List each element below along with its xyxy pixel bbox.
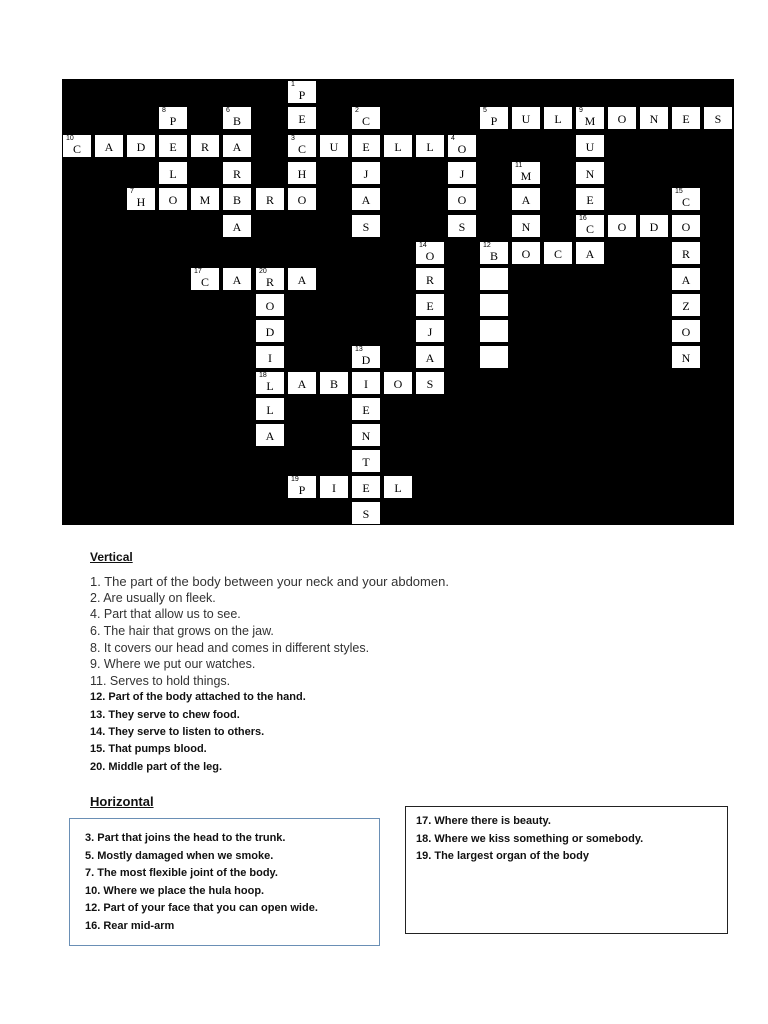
grid-cell[interactable] — [158, 161, 188, 185]
grid-cell[interactable] — [511, 106, 541, 130]
cell-letter: P — [169, 114, 177, 128]
vertical-clue: 20. Middle part of the leg. — [90, 761, 223, 773]
cell-letter: D — [361, 353, 371, 367]
vertical-clue: 4. Part that allow us to see. — [90, 607, 241, 621]
grid-cell[interactable] — [671, 293, 701, 317]
cell-letter: O — [681, 325, 691, 339]
grid-cell[interactable] — [287, 161, 317, 185]
horizontal-clue: 3. Part that joins the head to the trunk. — [85, 832, 286, 844]
cell-letter: L — [394, 140, 402, 154]
grid-cell[interactable] — [447, 214, 477, 238]
cell-letter: E — [362, 403, 370, 417]
grid-cell[interactable] — [703, 106, 733, 130]
cell-letter: L — [266, 403, 274, 417]
cell-number: 16 — [579, 215, 587, 222]
cell-letter: L — [169, 167, 177, 181]
cell-letter: B — [329, 377, 338, 391]
vertical-clue: 15. That pumps blood. — [90, 743, 207, 755]
cell-letter: D — [265, 325, 275, 339]
grid-cell[interactable] — [543, 106, 573, 130]
crossword-grid — [62, 79, 734, 525]
grid-cell[interactable] — [351, 161, 381, 185]
cell-letter: C — [681, 195, 690, 209]
vertical-clue: 14. They serve to listen to others. — [90, 726, 265, 738]
cell-number: 17 — [194, 268, 202, 275]
grid-cell[interactable] — [351, 345, 381, 369]
grid-cell[interactable] — [62, 134, 92, 158]
grid-cell[interactable] — [543, 241, 573, 265]
cell-number: 3 — [291, 135, 295, 142]
cell-letter: J — [363, 167, 369, 181]
cell-letter: R — [200, 140, 209, 154]
grid-cell[interactable] — [351, 449, 381, 473]
cell-letter: I — [364, 377, 368, 391]
cell-letter: A — [297, 377, 307, 391]
grid-cell[interactable] — [255, 187, 285, 211]
grid-cell[interactable] — [158, 134, 188, 158]
grid-cell[interactable] — [575, 241, 605, 265]
grid-cell[interactable] — [319, 134, 349, 158]
cell-letter: A — [265, 429, 275, 443]
cell-letter: J — [459, 167, 465, 181]
grid-cell[interactable] — [383, 134, 413, 158]
vertical-clue: 13. They serve to chew food. — [90, 709, 240, 721]
cell-letter: A — [297, 273, 307, 287]
cell-number: 7 — [130, 188, 134, 195]
vertical-clue: 12. Part of the body attached to the hand. — [90, 691, 306, 703]
cell-letter: E — [362, 140, 370, 154]
cell-letter: R — [265, 193, 274, 207]
cell-letter: S — [458, 220, 466, 234]
cell-letter: L — [554, 112, 562, 126]
grid-cell[interactable] — [351, 397, 381, 421]
cell-letter: E — [586, 193, 594, 207]
grid-cell[interactable] — [479, 106, 509, 130]
cell-letter: E — [169, 140, 177, 154]
grid-cell[interactable] — [575, 106, 605, 130]
cell-letter: U — [521, 112, 531, 126]
grid-cell[interactable] — [255, 423, 285, 447]
grid-cell[interactable] — [479, 241, 509, 265]
grid-cell[interactable] — [287, 267, 317, 291]
grid-cell[interactable] — [287, 475, 317, 499]
cell-number: 11 — [515, 162, 523, 169]
cell-letter: A — [681, 273, 691, 287]
grid-cell[interactable] — [447, 134, 477, 158]
cell-letter: H — [136, 195, 146, 209]
cell-number: 6 — [226, 107, 230, 114]
cell-letter: A — [232, 140, 242, 154]
grid-cell[interactable] — [222, 187, 252, 211]
cell-letter: A — [104, 140, 114, 154]
cell-letter: O — [168, 193, 178, 207]
cell-letter: A — [232, 220, 242, 234]
grid-cell[interactable] — [351, 475, 381, 499]
cell-letter: A — [521, 193, 531, 207]
cell-letter: O — [681, 220, 691, 234]
grid-cell[interactable] — [447, 161, 477, 185]
cell-number: 1 — [291, 81, 295, 88]
cell-letter: I — [332, 481, 336, 495]
grid-cell[interactable] — [575, 214, 605, 238]
grid-cell[interactable] — [158, 106, 188, 130]
cell-letter: T — [362, 455, 370, 469]
cell-number: 12 — [483, 242, 491, 249]
grid-cell[interactable] — [255, 267, 285, 291]
cell-number: 18 — [259, 372, 267, 379]
cell-letter: L — [426, 140, 434, 154]
cell-letter: M — [584, 114, 596, 128]
cell-letter: D — [649, 220, 659, 234]
grid-cell[interactable] — [415, 267, 445, 291]
grid-cell[interactable] — [415, 371, 445, 395]
horizontal-clue-box-right — [405, 806, 728, 934]
grid-cell[interactable] — [511, 241, 541, 265]
grid-cell[interactable] — [575, 187, 605, 211]
grid-cell[interactable] — [287, 187, 317, 211]
cell-letter: S — [362, 220, 370, 234]
grid-cell[interactable] — [287, 106, 317, 130]
cell-letter: O — [521, 247, 531, 261]
cell-number: 5 — [483, 107, 487, 114]
horizontal-clue: 17. Where there is beauty. — [416, 815, 551, 827]
grid-cell[interactable] — [94, 134, 124, 158]
cell-letter: A — [361, 193, 371, 207]
horizontal-clue: 7. The most flexible joint of the body. — [85, 867, 278, 879]
grid-cell[interactable] — [351, 501, 381, 525]
cell-number: 9 — [579, 107, 583, 114]
grid-cell[interactable] — [447, 187, 477, 211]
grid-cell[interactable] — [511, 187, 541, 211]
grid-cell[interactable] — [126, 187, 156, 211]
cell-letter: O — [425, 249, 435, 263]
cell-letter: N — [585, 167, 595, 181]
cell-letter: M — [199, 193, 211, 207]
grid-cell[interactable] — [415, 293, 445, 317]
grid-cell[interactable] — [126, 134, 156, 158]
cell-letter: R — [425, 273, 434, 287]
cell-letter: O — [265, 299, 275, 313]
cell-letter: S — [426, 377, 434, 391]
cell-letter: B — [489, 249, 498, 263]
cell-letter: S — [714, 112, 722, 126]
cell-number: 20 — [259, 268, 267, 275]
cell-letter: A — [585, 247, 595, 261]
vertical-clue: 2. Are usually on fleek. — [90, 591, 216, 605]
grid-cell[interactable] — [255, 293, 285, 317]
cell-letter: E — [362, 481, 370, 495]
cell-letter: C — [72, 142, 81, 156]
grid-cell[interactable] — [479, 319, 509, 343]
grid-cell[interactable] — [222, 106, 252, 130]
grid-cell[interactable] — [190, 134, 220, 158]
cell-letter: U — [585, 140, 595, 154]
vertical-clue: 6. The hair that grows on the jaw. — [90, 624, 274, 638]
cell-number: 2 — [355, 107, 359, 114]
grid-cell[interactable] — [575, 161, 605, 185]
cell-letter: O — [457, 142, 467, 156]
cell-letter: O — [457, 193, 467, 207]
cell-letter: C — [361, 114, 370, 128]
cell-letter: P — [298, 88, 306, 102]
grid-cell[interactable] — [479, 267, 509, 291]
grid-cell[interactable] — [607, 106, 637, 130]
cell-number: 15 — [675, 188, 683, 195]
cell-letter: E — [298, 112, 306, 126]
grid-cell[interactable] — [671, 319, 701, 343]
grid-cell[interactable] — [671, 214, 701, 238]
cell-letter: R — [265, 275, 274, 289]
grid-cell[interactable] — [479, 293, 509, 317]
grid-cell[interactable] — [415, 134, 445, 158]
cell-letter: J — [427, 325, 433, 339]
grid-cell[interactable] — [415, 241, 445, 265]
cell-letter: L — [266, 379, 274, 393]
cell-letter: I — [268, 351, 272, 365]
cell-letter: O — [617, 220, 627, 234]
grid-cell[interactable] — [255, 345, 285, 369]
cell-letter: R — [681, 247, 690, 261]
grid-cell[interactable] — [511, 214, 541, 238]
grid-cell[interactable] — [255, 319, 285, 343]
grid-cell[interactable] — [319, 475, 349, 499]
vertical-clue: 11. Serves to hold things. — [90, 674, 231, 688]
grid-cell[interactable] — [222, 267, 252, 291]
grid-cell[interactable] — [575, 134, 605, 158]
cell-letter: E — [426, 299, 434, 313]
grid-cell[interactable] — [671, 106, 701, 130]
cell-letter: D — [136, 140, 146, 154]
grid-cell[interactable] — [351, 187, 381, 211]
horizontal-clue: 10. Where we place the hula hoop. — [85, 884, 265, 897]
cell-number: 13 — [355, 346, 363, 353]
grid-cell[interactable] — [287, 134, 317, 158]
grid-cell[interactable] — [383, 475, 413, 499]
cell-letter: N — [521, 220, 531, 234]
grid-cell[interactable] — [351, 134, 381, 158]
cell-number: 14 — [419, 242, 427, 249]
cell-letter: P — [490, 114, 498, 128]
grid-cell[interactable] — [351, 106, 381, 130]
cell-letter: C — [585, 222, 594, 236]
grid-cell[interactable] — [222, 214, 252, 238]
cell-letter: Z — [682, 299, 690, 313]
grid-cell[interactable] — [671, 187, 701, 211]
grid-cell[interactable] — [222, 134, 252, 158]
vertical-clue: 1. The part of the body between your neck and your abdomen. — [90, 574, 449, 589]
cell-letter: O — [617, 112, 627, 126]
cell-letter: N — [649, 112, 659, 126]
cell-letter: H — [297, 167, 307, 181]
grid-cell[interactable] — [671, 267, 701, 291]
grid-cell[interactable] — [383, 371, 413, 395]
cell-letter: B — [232, 193, 241, 207]
horizontal-heading: Horizontal — [90, 794, 154, 809]
grid-cell[interactable] — [319, 371, 349, 395]
cell-letter: C — [553, 247, 562, 261]
cell-letter: R — [232, 167, 241, 181]
grid-cell[interactable] — [415, 319, 445, 343]
cell-letter: N — [361, 429, 371, 443]
cell-number: 10 — [66, 135, 74, 142]
grid-cell[interactable] — [255, 397, 285, 421]
grid-cell[interactable] — [511, 161, 541, 185]
grid-cell[interactable] — [190, 187, 220, 211]
vertical-heading: Vertical — [90, 550, 133, 564]
cell-number: 19 — [291, 476, 299, 483]
grid-cell[interactable] — [639, 106, 669, 130]
grid-cell[interactable] — [190, 267, 220, 291]
cell-letter: C — [200, 275, 209, 289]
grid-cell[interactable] — [351, 214, 381, 238]
cell-letter: C — [297, 142, 306, 156]
cell-letter: U — [329, 140, 339, 154]
cell-letter: N — [681, 351, 691, 365]
cell-letter: A — [425, 351, 435, 365]
grid-cell[interactable] — [158, 187, 188, 211]
horizontal-clue: 18. Where we kiss something or somebody. — [416, 832, 644, 845]
horizontal-clue: 16. Rear mid-arm — [85, 919, 175, 932]
cell-letter: L — [394, 481, 402, 495]
grid-cell[interactable] — [351, 371, 381, 395]
grid-cell[interactable] — [287, 371, 317, 395]
cell-letter: O — [393, 377, 403, 391]
horizontal-clue-box-left — [69, 818, 380, 946]
horizontal-clue: 19. The largest organ of the body — [416, 850, 589, 862]
grid-cell[interactable] — [639, 214, 669, 238]
vertical-clue: 8. It covers our head and comes in different styles. — [90, 641, 370, 655]
grid-cell[interactable] — [351, 423, 381, 447]
grid-cell[interactable] — [255, 371, 285, 395]
vertical-clue: 9. Where we put our watches. — [90, 657, 256, 671]
grid-cell[interactable] — [415, 345, 445, 369]
grid-cell[interactable] — [287, 80, 317, 104]
cell-letter: A — [232, 273, 242, 287]
grid-cell[interactable] — [671, 345, 701, 369]
grid-cell[interactable] — [671, 241, 701, 265]
cell-letter: S — [362, 507, 370, 521]
horizontal-clue: 12. Part of your face that you can open wide. — [85, 902, 318, 914]
cell-number: 8 — [162, 107, 166, 114]
cell-letter: M — [520, 169, 532, 183]
grid-cell[interactable] — [222, 161, 252, 185]
grid-cell[interactable] — [479, 345, 509, 369]
horizontal-clue: 5. Mostly damaged when we smoke. — [85, 849, 274, 862]
cell-letter: P — [298, 483, 306, 497]
cell-letter: E — [682, 112, 690, 126]
grid-cell[interactable] — [607, 214, 637, 238]
cell-number: 4 — [451, 135, 455, 142]
cell-letter: O — [297, 193, 307, 207]
cell-letter: B — [232, 114, 241, 128]
